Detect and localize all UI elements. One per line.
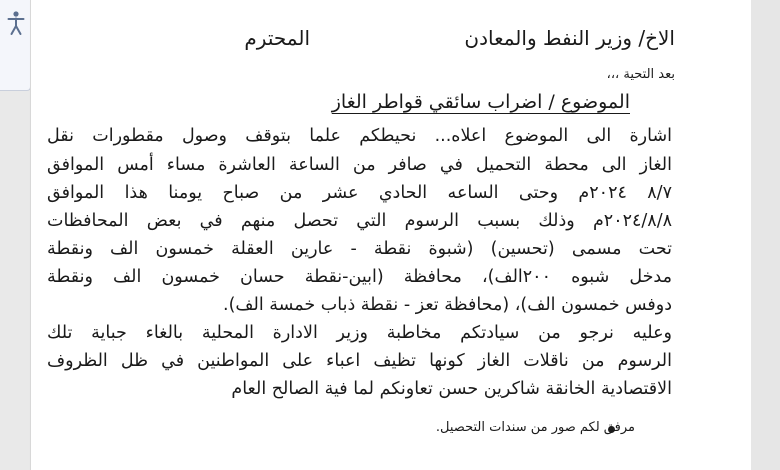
body-line: الرسوم من ناقلات الغاز كونها تظيف اعباء على المواطنين في ظل الظروف (47, 351, 672, 371)
accessibility-person-icon (7, 10, 25, 36)
subject-line: الموضوع / اضراب سائقي قواطر الغاز (331, 91, 630, 113)
attachment-note: مرفق لكم صور من سندات التحصيل. (435, 420, 635, 435)
viewer-gutter (751, 0, 780, 470)
body-line: مدخل شبوه ٢٠٠الف)، محافظة (ابين-نقطة حسان خمسون الف ونقطة (47, 267, 672, 287)
addressee: الاخ/ وزير النفط والمعادن (464, 26, 675, 50)
body-line: الاقتصادية الخانقة شاكرين حسن تعاونكم لما فية الصالح العام (231, 379, 672, 399)
body-line: ٢٠٢٤/٨/٨م وذلك بسبب الرسوم التي تحصل منهم في بعض المحافظات (47, 211, 672, 231)
accessibility-tab[interactable] (0, 0, 31, 91)
body-line: وعليه نرجو من سيادتكم مخاطبة وزير الادارة المحلية بالغاء جباية تلك (47, 323, 672, 343)
body-line: اشارة الى الموضوع اعلاه... نحيطكم علما بتوقف وصول مقطورات نقل (47, 126, 672, 146)
greeting: بعد التحية ،،، (606, 67, 675, 82)
honorific: المحترم (244, 26, 310, 50)
body-line: الغاز الى محطة التحميل في صافر من الساعة العاشرة مساء أمس الموافق (47, 155, 672, 175)
body-line: تحت مسمى (تحسين) (شبوة نقطة - عارين العقلة خمسون الف ونقطة (47, 239, 672, 259)
body-line: دوفس خمسون الف)، (محافظة تعز - نقطة ذباب خمسة الف). (223, 295, 672, 315)
body-line: ٨/٧ ٢٠٢٤م وحتى الساعه الحادي عشر من صباح يومنا هذا الموافق (47, 183, 672, 203)
